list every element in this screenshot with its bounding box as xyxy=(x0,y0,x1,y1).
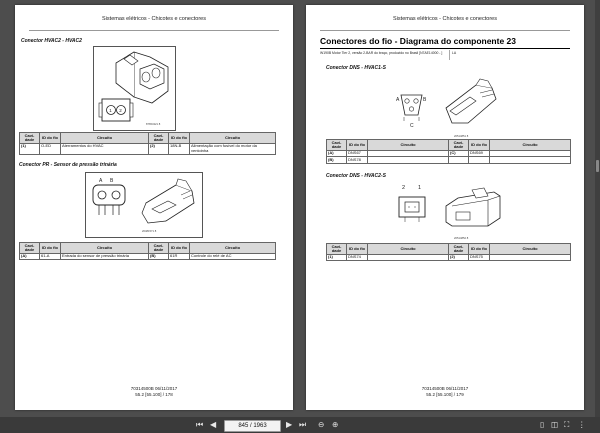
col-header: ID do fio xyxy=(347,140,368,151)
col-header: ID do fio xyxy=(169,243,190,254)
table-cell xyxy=(368,254,449,260)
col-header: Cavi-dade xyxy=(327,244,347,255)
col-header: ID do fio xyxy=(347,244,368,255)
table-cell: (B) xyxy=(327,157,347,163)
table-header-row xyxy=(327,244,571,255)
table-header-row xyxy=(327,140,571,151)
viewer-toolbar xyxy=(0,417,600,433)
applicability-value: LA xyxy=(452,51,457,55)
section-title-hvac2: Conector HVAC2 - HVAC2 xyxy=(21,38,82,44)
applicability-separator xyxy=(449,50,450,60)
footer-pageref: 55.2 [55.100] / 178 xyxy=(135,392,173,397)
title-divider xyxy=(320,48,570,49)
col-header: Cavi-dade xyxy=(149,243,169,254)
col-header: ID do fio xyxy=(469,140,490,151)
pin-label-b: B xyxy=(110,178,114,184)
table-cell: (C) xyxy=(449,150,469,156)
table-cell: (B) xyxy=(149,253,169,259)
next-page-icon[interactable]: ▶ xyxy=(286,420,293,429)
footer-docnum: 70314500B 06/11/2017 xyxy=(421,386,469,391)
wiring-table-hvac1s xyxy=(326,139,571,164)
scrollbar-thumb[interactable] xyxy=(596,160,599,172)
col-header: Circuito xyxy=(190,243,276,254)
col-header: Cavi-dade xyxy=(20,243,40,254)
table-cell xyxy=(490,157,571,163)
col-header: Circuito xyxy=(490,140,571,151)
more-icon[interactable]: ⋮ xyxy=(578,420,586,429)
document-page-right xyxy=(306,5,584,410)
col-header: Circuito xyxy=(490,244,571,255)
table-cell: DNS75 xyxy=(469,254,490,260)
section-title-hvac1s: Conector DNS - HVAC1-S xyxy=(326,65,386,71)
table-cell: (2) xyxy=(449,254,469,260)
col-header: Circuito xyxy=(61,243,149,254)
table-cell xyxy=(368,157,449,163)
table-cell: (2) xyxy=(149,143,169,154)
table-cell: Aterramentos do HVAC xyxy=(61,143,149,154)
col-header: ID do fio xyxy=(169,133,190,144)
two-page-icon[interactable]: ◫ xyxy=(551,420,559,429)
page-number-text: 845 / 1963 xyxy=(238,423,267,429)
table-cell xyxy=(449,157,469,163)
svg-text:2: 2 xyxy=(119,108,122,113)
pin-label-2: 2 xyxy=(402,185,406,191)
page-footer xyxy=(306,386,584,398)
figure-id: 20514851 8 xyxy=(454,135,469,138)
zoom-out-icon[interactable]: ⊖ xyxy=(318,420,325,429)
table-cell: DNS69 xyxy=(469,150,490,156)
col-header: Circuito xyxy=(190,133,276,144)
table-cell: (A) xyxy=(20,253,40,259)
page-header: Sistemas elétricos - Chicotes e conectores xyxy=(393,16,497,22)
col-header: Cavi-dade xyxy=(149,133,169,144)
figure-id: 87654321 8 xyxy=(146,123,161,126)
table-cell: DNS74 xyxy=(347,254,368,260)
table-cell: Alimentação com fusível do motor da ventoinha xyxy=(190,143,276,154)
table-row xyxy=(20,253,276,259)
page-footer xyxy=(15,386,293,398)
section-title-pr: Conector PR - Sensor de pressão trinária xyxy=(19,162,117,168)
prev-page-icon[interactable]: ◀ xyxy=(210,420,217,429)
col-header: Cavi-dade xyxy=(449,244,469,255)
col-header: Cavi-dade xyxy=(20,133,40,144)
table-row xyxy=(327,254,571,260)
footer-pageref: 55.2 [55.100] / 179 xyxy=(426,392,464,397)
svg-text:1: 1 xyxy=(109,108,112,113)
col-header: Circuito xyxy=(368,140,449,151)
figure-id: 20481571 8 xyxy=(142,230,157,233)
table-cell: 61R xyxy=(169,253,190,259)
figure-id: 20514852 8 xyxy=(454,237,469,240)
applicability-text: W190B Motor Tier 2, versão 2-BAR do braço, produzido no Brasil [N7AE14000 - ] xyxy=(320,51,443,55)
fit-icon[interactable]: ⛶ xyxy=(564,420,570,429)
connector-pr-figure xyxy=(85,172,203,238)
col-header: Cavi-dade xyxy=(327,140,347,151)
table-cell xyxy=(469,157,490,163)
table-cell: (A) xyxy=(327,150,347,156)
table-row xyxy=(20,143,276,154)
table-cell: Entrada do sensor de pressão trinária xyxy=(61,253,149,259)
header-divider xyxy=(320,30,570,31)
connector-hvac2s-figure xyxy=(396,180,506,240)
table-row xyxy=(327,157,571,163)
document-page-left xyxy=(15,5,293,410)
single-page-icon[interactable]: ▯ xyxy=(540,420,545,429)
wiring-table-hvac2s xyxy=(326,243,571,261)
pin-label-c: C xyxy=(410,123,414,129)
page-title: Conectores do fio - Diagrama do componente 23 xyxy=(320,36,517,46)
table-cell: O-ED xyxy=(40,143,61,154)
table-cell: 61-A xyxy=(40,253,61,259)
table-cell: Controle do relé de AC xyxy=(190,253,276,259)
pin-label-1: 1 xyxy=(418,185,422,191)
table-cell: DNS78 xyxy=(347,157,368,163)
col-header: Circuito xyxy=(368,244,449,255)
col-header: Circuito xyxy=(61,133,149,144)
col-header: ID do fio xyxy=(40,133,61,144)
col-header: ID do fio xyxy=(469,244,490,255)
page-header: Sistemas elétricos - Chicotes e conectores xyxy=(102,16,206,22)
table-header-row xyxy=(20,243,276,254)
table-cell: 18N-B xyxy=(169,143,190,154)
header-divider xyxy=(29,30,279,31)
page-number-field[interactable] xyxy=(224,420,281,432)
col-header: ID do fio xyxy=(40,243,61,254)
pin-label-b: B xyxy=(423,97,427,103)
col-header: Cavi-dade xyxy=(449,140,469,151)
last-page-icon[interactable]: ⏭ xyxy=(299,420,307,429)
vertical-scrollbar[interactable] xyxy=(595,0,600,417)
table-cell: DNS67 xyxy=(347,150,368,156)
section-title-hvac2s: Conector DNS - HVAC2-S xyxy=(326,173,386,179)
table-cell xyxy=(490,254,571,260)
connector-hvac2-figure xyxy=(93,46,176,131)
pin-label-a: A xyxy=(396,97,400,103)
wiring-table-hvac2 xyxy=(19,132,276,155)
table-cell: (1) xyxy=(20,143,40,154)
connector-hvac1s-figure xyxy=(396,73,506,137)
table-cell: (1) xyxy=(327,254,347,260)
table-header-row xyxy=(20,133,276,144)
pin-label-a: A xyxy=(99,178,103,184)
footer-docnum: 70314500B 06/11/2017 xyxy=(130,386,178,391)
wiring-table-pr xyxy=(19,242,276,260)
first-page-icon[interactable]: ⏮ xyxy=(196,420,204,429)
zoom-in-icon[interactable]: ⊕ xyxy=(332,420,339,429)
